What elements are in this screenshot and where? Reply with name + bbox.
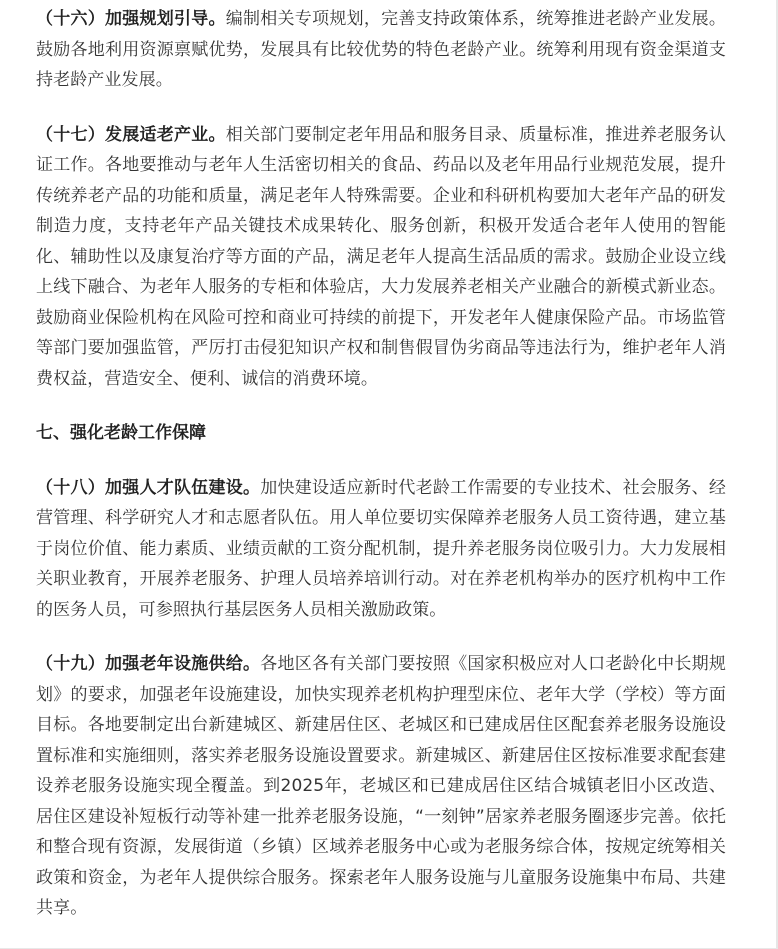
section-7-heading: 七、强化老龄工作保障 <box>36 423 206 443</box>
paragraph-17 <box>36 120 726 395</box>
paragraph-19 <box>36 649 726 924</box>
paragraph-18-lead: （十八）加强人才队伍建设。 <box>36 477 261 498</box>
paragraph-19-lead: （十九）加强老年设施供给。 <box>36 654 261 674</box>
paragraph-18-text: 加快建设适应新时代老龄工作需要的专业技术、社会服务、经营管理、科学研究人才和志愿者队伍。用人单位要切实保障养老服务人员工资待遇，建立基于岗位价值、能力素质、业绩贡献的工资分配机制，提升养老服务岗位吸引力。大力发展相关职业教育，开展养老服务、护理人员培养培训行动。对在养老机构举办的医疗机构中工作的医务人员，可参照执行基层医务人员相关激励政策。 <box>36 477 726 620</box>
paragraph-17-text: 相关部门要制定老年用品和服务目录、质量标准，推进养老服务认证工作。各地要推动与老年人生活密切相关的食品、药品以及老年用品行业规范发展，提升传统养老产品的功能和质量，满足老年人特殊需要。企业和科研机构要加大老年产品的研发制造力度，支持老年产品关键技术成果转化、服务创新，积极开发适合老年人使用的智能化、辅助性以及康复治疗等方面的产品，满足老年人提高生活品质的需求。鼓励企业设立线上线下融合、为老年人服务的专柜和体验店，大力发展养老相关产业融合的新模式新业态。鼓励商业保险机构在风险可控和商业可持续的前提下，开发老年人健康保险产品。市场监管等部门要加强监管，严厉打击侵犯知识产权和制售假冒伪劣商品等违法行为，维护老年人消费权益，营造安全、便利、诚信的消费环境。 <box>36 124 726 389</box>
paragraph-17-lead: （十七）发展适老产业。 <box>36 124 226 145</box>
paragraph-19-text: 各地区各有关部门要按照《国家积极应对人口老龄化中长期规划》的要求，加强老年设施建设，加快实现养老机构护理型床位、老年大学（学校）等方面目标。各地要制定出台新建城区、新建居住区、老城区和已建成居住区配套养老服务设施设置标准和实施细则，落实养老服务设施设置要求。新建城区、新建居住区按标准要求配套建设养老服务设施实现全覆盖。到2025年，老城区和已建成居住区结合城镇老旧小区改造、居住区建设补短板行动等补建一批养老服务设施，“一刻钟”居家养老服务圈逐步完善。依托和整合现有资源，发展街道（乡镇）区域养老服务中心或为老服务综合体，按规定统筹相关政策和资金，为老年人提供综合服务。探索老年人服务设施与儿童服务设施集中布局、共建共享。 <box>36 654 726 918</box>
paragraph-16 <box>36 4 726 96</box>
paragraph-16-lead: （十六）加强规划引导。 <box>36 9 226 29</box>
paragraph-18 <box>36 473 726 626</box>
paragraph-16-text: 编制相关专项规划，完善支持政策体系，统筹推进老龄产业发展。鼓励各地利用资源禀赋优势，发展具有比较优势的特色老龄产业。统筹利用现有资金渠道支持老龄产业发展。 <box>36 9 726 90</box>
article-body <box>36 0 726 948</box>
